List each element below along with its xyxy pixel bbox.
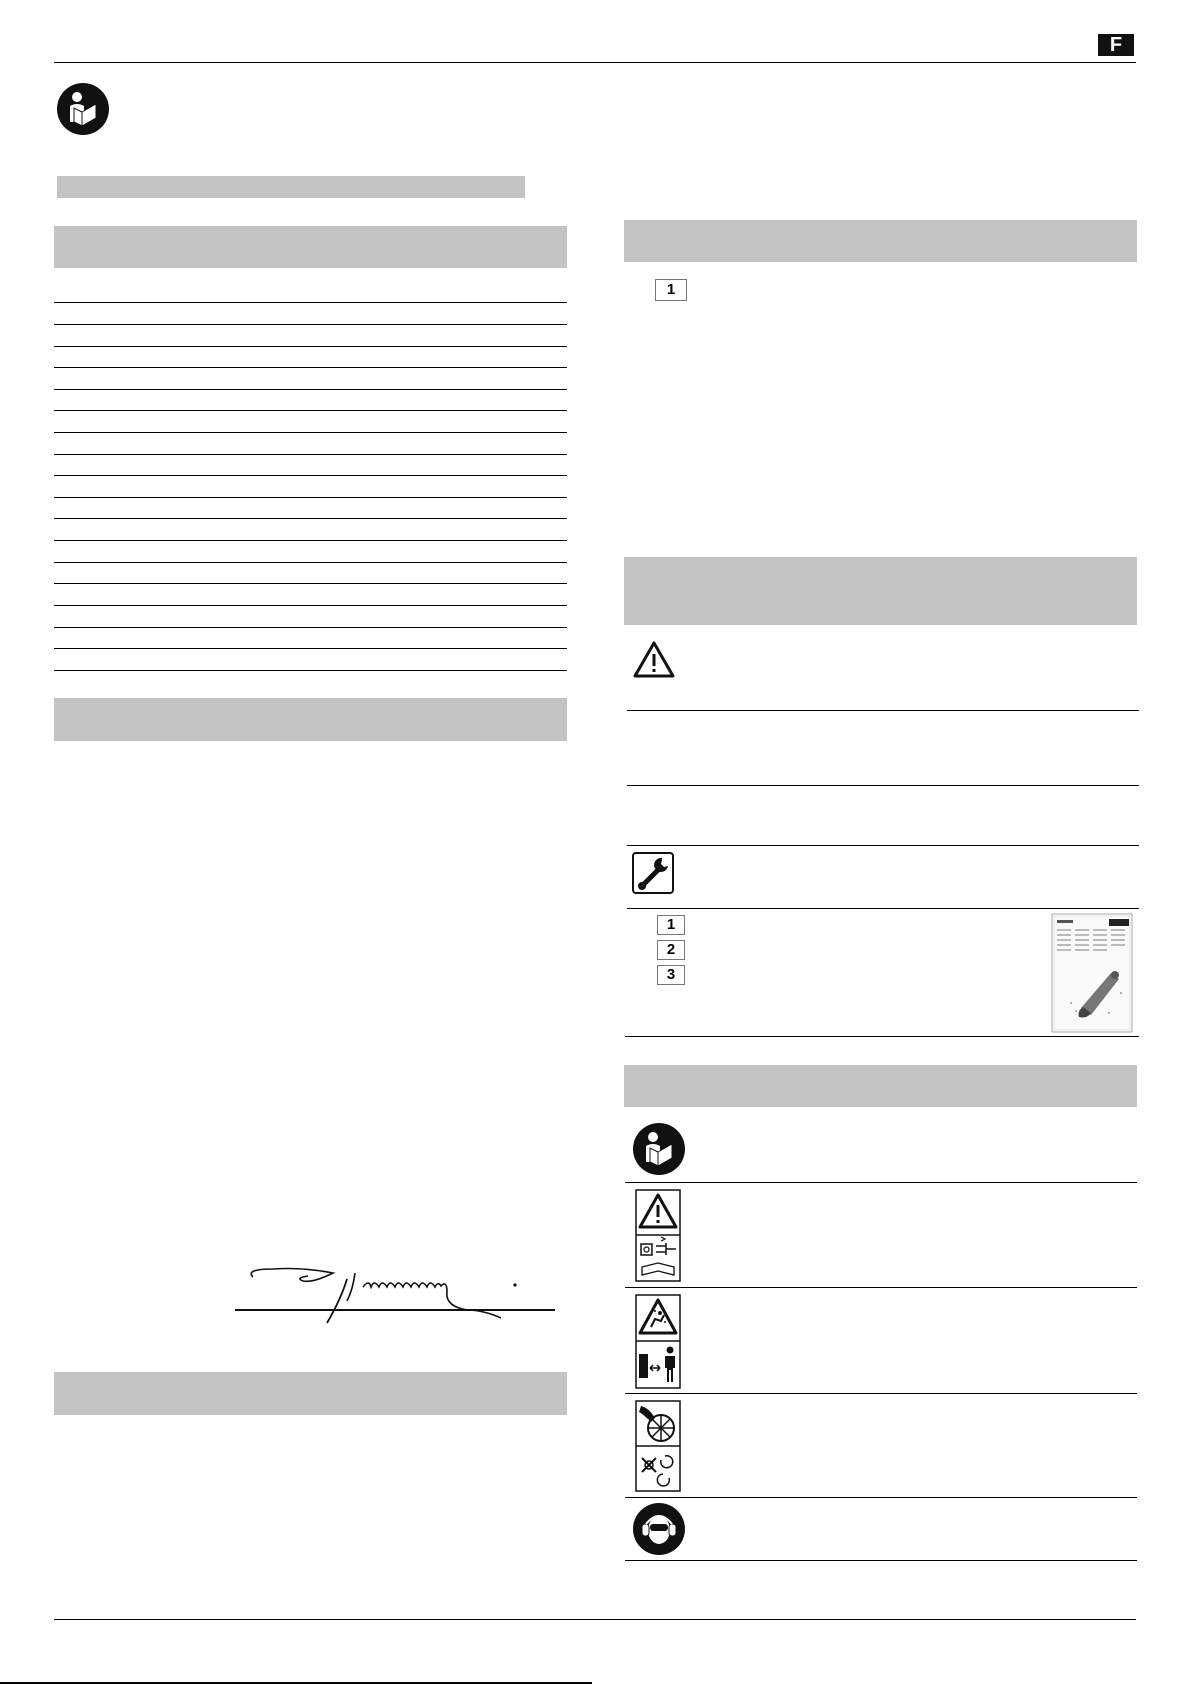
- rule: [627, 785, 1139, 786]
- table-rule: [54, 648, 567, 649]
- manual-thumbnail: [1051, 913, 1133, 1033]
- table-rule: [54, 518, 567, 519]
- delivery-item-number: 2: [657, 940, 685, 960]
- right-section3-header: [624, 1065, 1137, 1107]
- warning-icon: [632, 640, 676, 680]
- flying-debris-icon: [635, 1294, 681, 1389]
- table-rule: [54, 562, 567, 563]
- rule: [627, 908, 1139, 909]
- right-section2-header: [624, 557, 1137, 625]
- table-rule: [54, 346, 567, 347]
- left-section2-header: [54, 698, 567, 741]
- rule: [625, 1560, 1137, 1561]
- footer-rule: [54, 1619, 1136, 1620]
- signature: [235, 1255, 560, 1325]
- read-manual-icon: [56, 82, 110, 136]
- table-rule: [54, 583, 567, 584]
- rule: [625, 1036, 1139, 1037]
- rule: [625, 1182, 1137, 1183]
- rule: [627, 710, 1139, 711]
- table-rule: [54, 410, 567, 411]
- table-rule: [54, 302, 567, 303]
- wrench-icon: [632, 852, 674, 894]
- table-rule: [54, 324, 567, 325]
- table-rule: [54, 432, 567, 433]
- delivery-item-number: 3: [657, 965, 685, 985]
- rule: [625, 1497, 1137, 1498]
- right-section1-header: [624, 220, 1137, 262]
- table-rule: [54, 454, 567, 455]
- table-rule: [54, 389, 567, 390]
- intro-heading-bar: [57, 176, 525, 198]
- warning-unplug-icon: [635, 1189, 681, 1282]
- table-rule: [54, 540, 567, 541]
- left-section3-header: [54, 1372, 567, 1415]
- table-rule: [54, 367, 567, 368]
- read-manual-icon: [632, 1122, 686, 1176]
- table-rule: [54, 475, 567, 476]
- left-section1-header: [54, 226, 567, 268]
- eye-ear-protection-icon: [632, 1502, 686, 1556]
- language-badge: F: [1098, 34, 1134, 56]
- figure-ref-1: 1: [655, 279, 687, 301]
- rotating-blade-icon: [635, 1400, 681, 1492]
- footer-bottom-rule: [0, 1682, 592, 1684]
- table-rule: [54, 605, 567, 606]
- rule: [627, 845, 1139, 846]
- rule: [625, 1393, 1137, 1394]
- table-rule: [54, 627, 567, 628]
- table-rule: [54, 497, 567, 498]
- table-rule: [54, 670, 567, 671]
- rule: [625, 1287, 1137, 1288]
- delivery-item-number: 1: [657, 915, 685, 935]
- header-rule: [54, 62, 1136, 63]
